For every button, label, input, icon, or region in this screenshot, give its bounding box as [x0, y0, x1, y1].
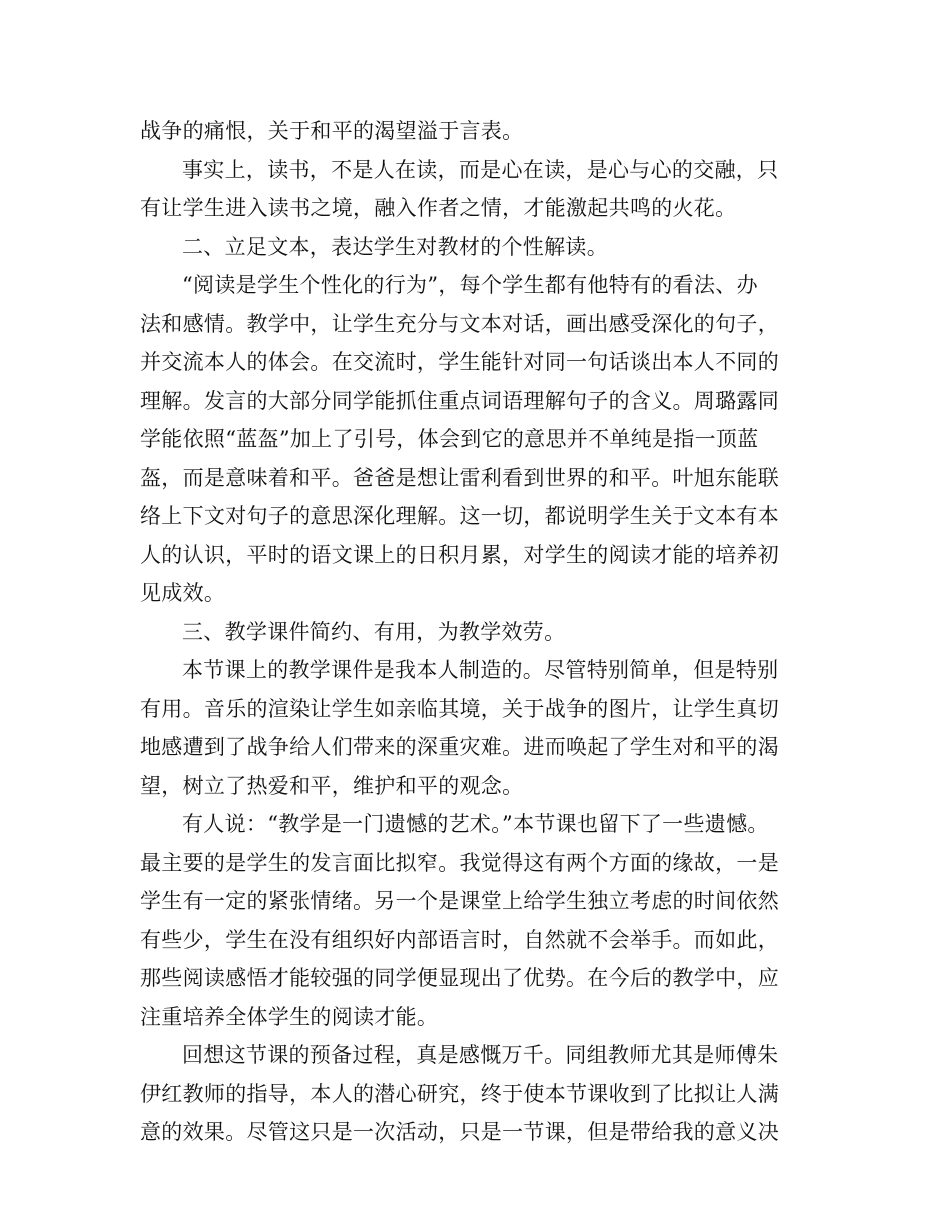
text-line: 并交流本人的体会。在交流时，学生能针对同一句话谈出本人不同的	[140, 350, 779, 374]
text-line: 理解。发言的大部分同学能抓住重点词语理解句子的含义。周璐露同	[140, 388, 779, 413]
text-line: 有些少，学生在没有组织好内部语言时，自然就不会举手。而如此，	[140, 927, 779, 952]
text-line: 有人说：“教学是一门遗憾的艺术。”本节课也留下了一些遗憾。	[182, 812, 769, 836]
text-line: 伊红教师的指导，本人的潜心研究，终于使本节课收到了比拟让人满	[140, 1081, 779, 1106]
text-line: 络上下文对句子的意思深化理解。这一切，都说明学生关于文本有本	[140, 504, 779, 528]
text-line: 最主要的是学生的发言面比拟窄。我觉得这有两个方面的缘故，一是	[140, 850, 779, 875]
text-line: 地感遭到了战争给人们带来的深重灾难。进而唤起了学生对和平的渴	[140, 735, 779, 759]
text-line: 学能依照“蓝盔”加上了引号，体会到它的意思并不单纯是指一顶蓝	[140, 427, 759, 451]
section-heading: 三、教学课件简约、有用，为教学效劳。	[182, 619, 566, 644]
section-heading: 二、立足文本，表达学生对教材的个性解读。	[182, 234, 608, 259]
body-text	[140, 112, 820, 1152]
text-line: 望，树立了热爱和平，维护和平的观念。	[140, 773, 524, 798]
text-line: 法和感情。教学中，让学生充分与文本对话，画出感受深化的句子，	[140, 311, 779, 336]
text-line: 见成效。	[140, 581, 226, 605]
text-line: 事实上，读书，不是人在读，而是心在读，是心与心的交融，只	[182, 157, 779, 182]
text-line: 人的认识，平时的语文课上的日积月累，对学生的阅读才能的培养初	[140, 542, 779, 567]
text-line: “阅读是学生个性化的行为”，每个学生都有他特有的看法、办	[182, 273, 758, 297]
text-line: 那些阅读感悟才能较强的同学便显现出了优势。在今后的教学中，应	[140, 966, 779, 990]
text-line: 本节课上的教学课件是我本人制造的。尽管特别简单，但是特别	[182, 658, 779, 682]
text-line: 盔，而是意味着和平。爸爸是想让雷利看到世界的和平。叶旭东能联	[140, 465, 779, 490]
text-line: 意的效果。尽管这只是一次活动，只是一节课，但是带给我的意义决	[140, 1120, 779, 1144]
text-line: 有让学生进入读书之境，融入作者之情，才能激起共鸣的火花。	[140, 196, 737, 220]
text-line: 战争的痛恨，关于和平的渴望溢于言表。	[140, 119, 524, 143]
text-line: 注重培养全体学生的阅读才能。	[140, 1004, 439, 1029]
text-line: 回想这节课的预备过程，真是感慨万千。同组教师尤其是师傅朱	[182, 1043, 779, 1067]
text-line: 学生有一定的紧张情绪。另一个是课堂上给学生独立考虑的时间依然	[140, 889, 779, 913]
text-line: 有用。音乐的渲染让学生如亲临其境，关于战争的图片，让学生真切	[140, 696, 779, 721]
